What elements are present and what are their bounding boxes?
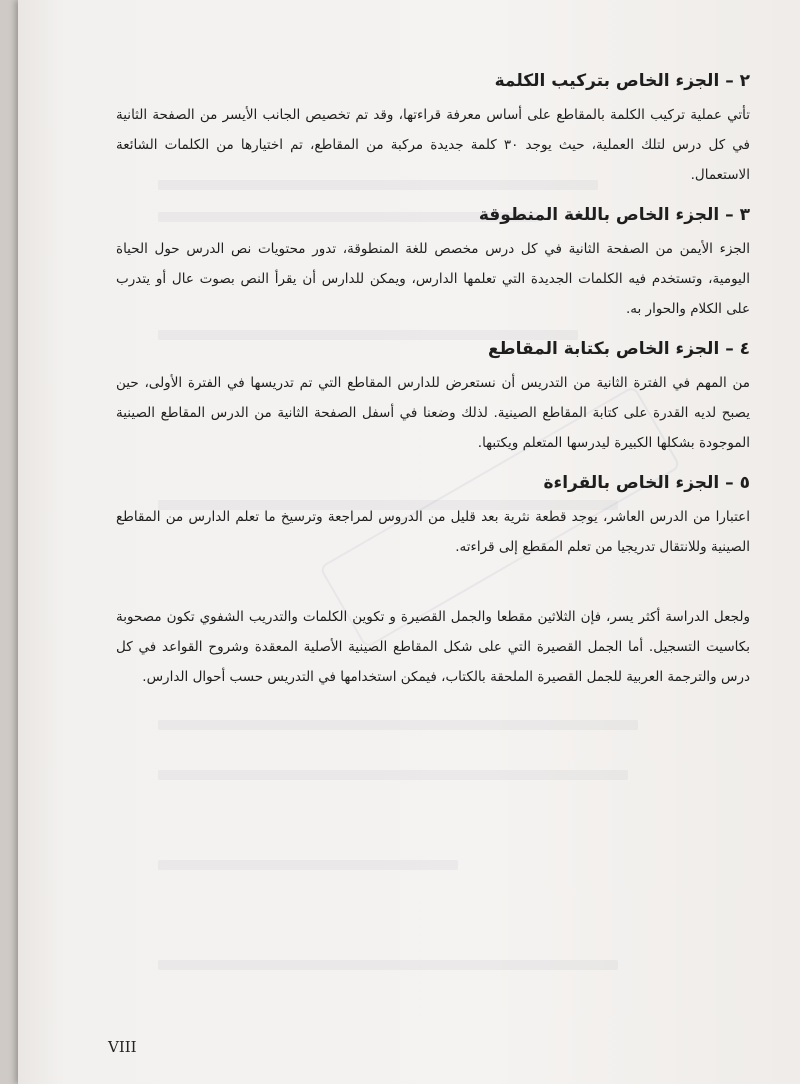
section-body-spoken-language: الجزء الأيمن من الصفحة الثانية في كل درس مخصص للغة المنطوقة، تدور محتويات نص الدرس حول الحياة اليومية، وتستخدم فيه الكلمات الجديدة التي تعلمها الدارس، ويمكن للدارس أن يقرأ النص بصوت عال أو يتدرب على الكلام والحوار به. xyxy=(116,241,750,317)
section-heading-reading: ٥ – الجزء الخاص بالقراءة xyxy=(543,473,750,493)
section-heading-spoken-language: ٣ – الجزء الخاص باللغة المنطوقة xyxy=(478,205,750,225)
section-body-word-composition: تأتي عملية تركيب الكلمة بالمقاطع على أساس معرفة قراءتها، وقد تم تخصيص الجانب الأيسر من الصفحة الثانية في كل درس لتلك العملية، حيث يوجد ٣٠ كلمة جديدة مركبة من المقاطع، تم اختيارها من الكلمات الشائعة الاستعمال. xyxy=(116,107,750,183)
section-body-reading: اعتبارا من الدرس العاشر، يوجد قطعة نثرية بعد قليل من الدروس لمراجعة وترسيخ ما تعلم الدارس من المقاطع الصينية وللانتقال تدريجيا من تعلم المقطع إلى قراءته. xyxy=(116,509,750,555)
show-through-line xyxy=(158,960,618,970)
section-heading-word-composition: ٢ – الجزء الخاص بتركيب الكلمة xyxy=(494,71,750,91)
section-heading-character-writing: ٤ – الجزء الخاص بكتابة المقاطع xyxy=(487,339,750,359)
book-page xyxy=(18,0,800,1084)
section-body-character-writing: من المهم في الفترة الثانية من التدريس أن نستعرض للدارس المقاطع التي تم تدريسها في الفترة الأولى، حين يصبح لديه القدرة على كتابة المقاطع الصينية. لذلك وضعنا في أسفل الصفحة الثانية من الدرس المقاطع الصينية الموجودة بشكلها الكبيرة ليدرسها المتعلم ويكتبها. xyxy=(116,375,750,451)
closing-paragraph: ولجعل الدراسة أكثر يسر، فإن الثلاثين مقطعا والجمل القصيرة و تكوين الكلمات والتدريب الشفوي تكون مصحوبة بكاسيت التسجيل. أما الجمل القصيرة التي على شكل المقاطع الصينية الأصلية المعقدة وشروح القواعد في كل درس والترجمة العربية للجمل القصيرة الملحقة بالكتاب، فيمكن استخدامها في التدريس حسب أحوال الدارس. xyxy=(116,609,750,685)
show-through-line xyxy=(158,770,628,780)
show-through-line xyxy=(158,720,638,730)
page-number: VIII xyxy=(108,1038,137,1056)
show-through-line xyxy=(158,860,458,870)
page-content xyxy=(116,66,750,692)
